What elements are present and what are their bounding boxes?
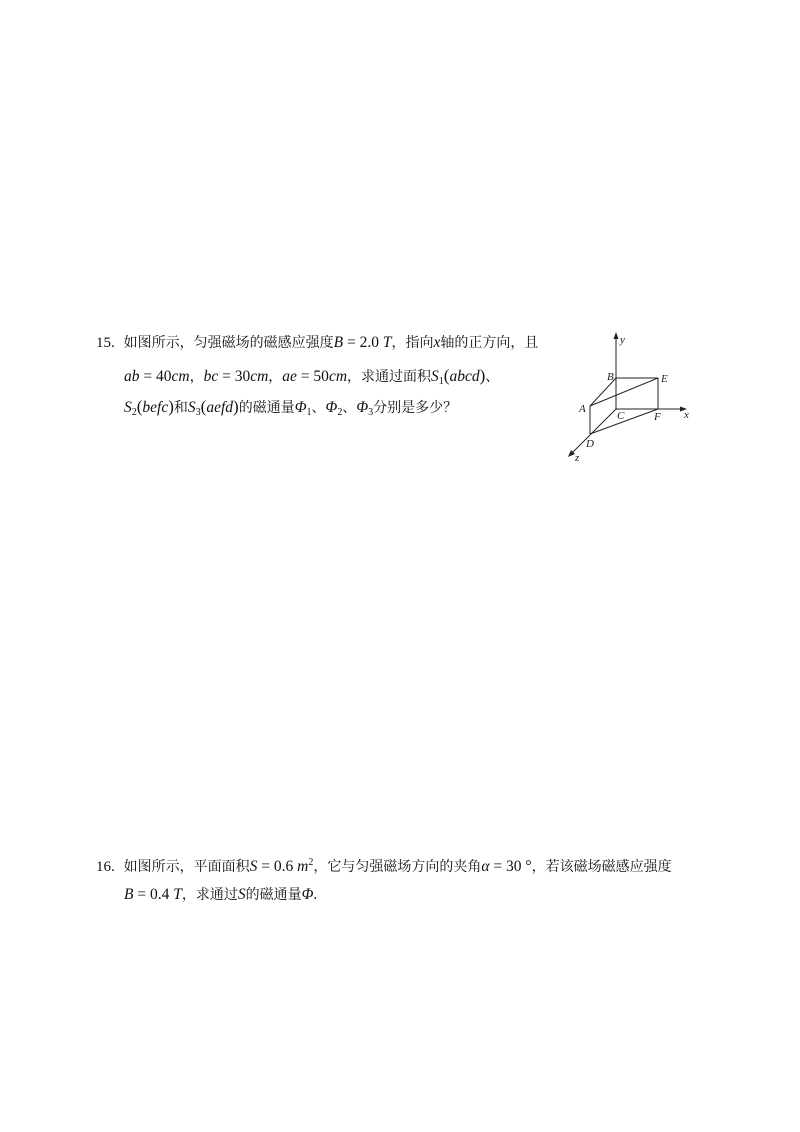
var-aefd: aefd	[206, 399, 234, 416]
subscript: 2	[131, 407, 137, 418]
coordinate-box-diagram	[560, 330, 700, 464]
var-alpha: α	[481, 858, 490, 875]
var-S: S	[124, 399, 132, 416]
problem-number: 16.	[96, 859, 115, 875]
subscript: 1	[438, 376, 444, 387]
value: = 40	[139, 368, 172, 385]
var-S: S	[187, 399, 196, 416]
text: 如图所示，匀强磁场的磁感应强度	[123, 335, 334, 351]
period: .	[313, 886, 318, 903]
sep: 、	[342, 400, 357, 416]
paren-close: )	[168, 397, 174, 416]
paren-close: )	[479, 366, 486, 385]
text: ，求通过	[181, 887, 238, 903]
paren-open: (	[200, 397, 207, 416]
subscript: 2	[337, 407, 343, 418]
unit: cm	[171, 368, 190, 385]
paren-open: (	[136, 397, 143, 416]
text: 如图所示，平面面积	[123, 859, 250, 875]
var-bc: bc	[203, 368, 219, 385]
paren-close: )	[233, 397, 239, 416]
label-z: z	[575, 452, 580, 464]
var-S: S	[249, 858, 258, 875]
var-phi: Φ	[325, 399, 338, 416]
var-befc: befc	[142, 399, 169, 416]
label-E: E	[661, 373, 668, 385]
unit-m: m	[297, 858, 309, 875]
problem-15-line-3	[124, 397, 457, 423]
var-x: x	[433, 334, 441, 351]
label-x: x	[684, 409, 689, 421]
var-S: S	[237, 886, 246, 903]
subscript: 3	[195, 407, 201, 418]
label-C: C	[617, 410, 625, 422]
unit-T: T	[173, 886, 182, 903]
subscript: 3	[368, 407, 374, 418]
text: ，指向	[391, 335, 434, 351]
problem-15-line-2	[124, 366, 499, 392]
sep: ，	[268, 369, 283, 385]
var-phi: Φ	[301, 886, 314, 903]
value: = 0.4	[133, 886, 174, 903]
label-A: A	[579, 403, 586, 415]
text: 的磁通量	[245, 887, 302, 903]
var-B: B	[124, 886, 134, 903]
problem-number: 15.	[96, 335, 115, 351]
superscript: 2	[308, 857, 314, 868]
problem-15-line-1	[96, 333, 538, 353]
var-B: B	[333, 334, 344, 351]
text: 分别是多少？	[373, 400, 458, 416]
text: ，它与匀强磁场方向的夹角	[313, 859, 482, 875]
label-y: y	[620, 334, 625, 346]
text: 的磁通量	[238, 400, 295, 416]
subscript: 1	[306, 407, 312, 418]
unit-T: T	[382, 334, 392, 351]
var-phi: Φ	[356, 399, 369, 416]
value: = 50	[296, 368, 329, 385]
problem-16-line-1	[96, 853, 672, 877]
y-axis-arrow	[614, 332, 619, 339]
problem-16-line-2	[124, 885, 317, 905]
text: 轴的正方向，且	[440, 335, 539, 351]
sep: ，	[189, 369, 204, 385]
sep: 、	[311, 400, 326, 416]
text: 和	[173, 400, 188, 416]
label-D: D	[586, 438, 594, 450]
value: = 30 °	[489, 858, 532, 875]
unit: cm	[328, 368, 348, 385]
var-phi: Φ	[294, 399, 307, 416]
edge-AE	[590, 378, 658, 406]
var-ab: ab	[124, 368, 140, 385]
text: ，求通过面积	[347, 369, 432, 385]
unit: cm	[250, 368, 269, 385]
text: ，若该磁场磁感应强度	[531, 859, 672, 875]
var-ae: ae	[282, 368, 297, 385]
paren-open: (	[443, 366, 450, 385]
sep: 、	[485, 369, 500, 385]
value: = 2.0	[343, 334, 383, 351]
var-S: S	[431, 368, 439, 385]
label-F: F	[654, 411, 661, 423]
value: = 30	[218, 368, 251, 385]
label-B: B	[607, 371, 614, 383]
value: = 0.6	[257, 858, 298, 875]
var-abcd: abcd	[449, 368, 480, 385]
